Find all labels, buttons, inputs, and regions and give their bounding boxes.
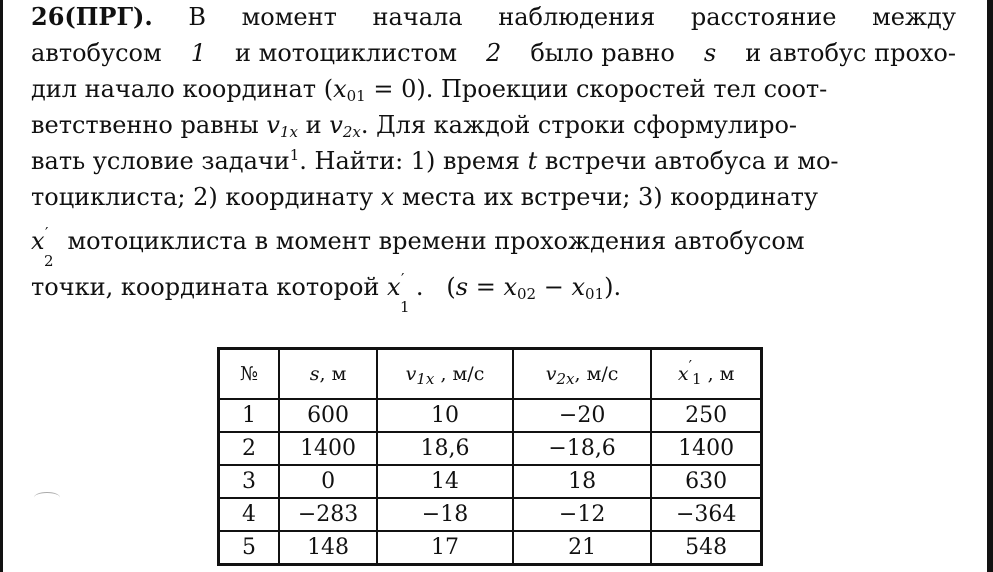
footnote-marker: 1 — [289, 146, 300, 164]
table-cell: 148 — [279, 531, 377, 565]
table-header-row — [219, 349, 762, 400]
table-cell: 630 — [651, 465, 761, 498]
table-row — [219, 465, 762, 498]
table-row — [219, 432, 762, 465]
table-cell: 10 — [377, 399, 513, 432]
table-cell: 1400 — [279, 432, 377, 465]
table-cell: 14 — [377, 465, 513, 498]
table-cell: 18,6 — [377, 432, 513, 465]
x1-prime-symbol: x ′ 1 — [387, 270, 410, 316]
text-line: точки, координата которой x ′ 1 . $(s = x_{02} - x_{01})$. — [31, 270, 622, 316]
text-line: дил начало координат $(x_{01} = 0)$. Проекции скоростей тел соот- — [31, 75, 828, 105]
table-cell: −12 — [513, 498, 652, 531]
scan-smudge — [34, 492, 60, 503]
header-number: № — [219, 349, 279, 400]
table-cell: 18 — [513, 465, 652, 498]
table-cell: 3 — [219, 465, 279, 498]
table-cell: 1 — [219, 399, 279, 432]
text-line: вать условие задачи$^1$. Найти: 1) время t встречи автобуса и мо- — [31, 146, 839, 175]
table-cell: 2 — [219, 432, 279, 465]
page-edge-right — [987, 0, 993, 572]
table-cell: −20 — [513, 399, 652, 432]
header-v1x: $v_{1x}$ , м/с — [377, 349, 513, 400]
table-cell: 600 — [279, 399, 377, 432]
table-cell: 548 — [651, 531, 761, 565]
table-cell: 17 — [377, 531, 513, 565]
problem-number: 26(ПРГ). — [31, 2, 153, 31]
text-line: ветственно равны $v_{1x}$ и $v_{2x}$. Для каждой строки сформулиро- — [31, 111, 798, 141]
table-cell: 21 — [513, 531, 652, 565]
table-cell: −283 — [279, 498, 377, 531]
x2-prime-symbol: x ′ 2 — [31, 224, 54, 270]
page-edge-left — [0, 0, 3, 572]
data-table — [217, 347, 763, 566]
header-x1-prime: $x'_1$ , м — [651, 349, 761, 400]
text-line: тоциклиста; 2) координату x места их встречи; 3) координату — [31, 183, 819, 211]
table-cell: 250 — [651, 399, 761, 432]
text-line: 26(ПРГ). В момент начала наблюдения расстояние между — [31, 2, 956, 31]
table-row — [219, 498, 762, 531]
table-cell: −18 — [377, 498, 513, 531]
table-cell: 5 — [219, 531, 279, 565]
text-line: x ′ 2 мотоциклиста в момент времени прохождения автобусом — [31, 224, 805, 270]
table-row — [219, 531, 762, 565]
table-cell: 4 — [219, 498, 279, 531]
text-line: автобусом 1 и мотоциклистом 2 было равно s и автобус прохо- — [31, 39, 956, 67]
table-cell: 1400 — [651, 432, 761, 465]
table-row — [219, 399, 762, 432]
table-cell: −364 — [651, 498, 761, 531]
header-s: s, м — [279, 349, 377, 400]
header-v2x: $v_{2x}$, м/с — [513, 349, 652, 400]
table-cell: −18,6 — [513, 432, 652, 465]
table-cell: 0 — [279, 465, 377, 498]
